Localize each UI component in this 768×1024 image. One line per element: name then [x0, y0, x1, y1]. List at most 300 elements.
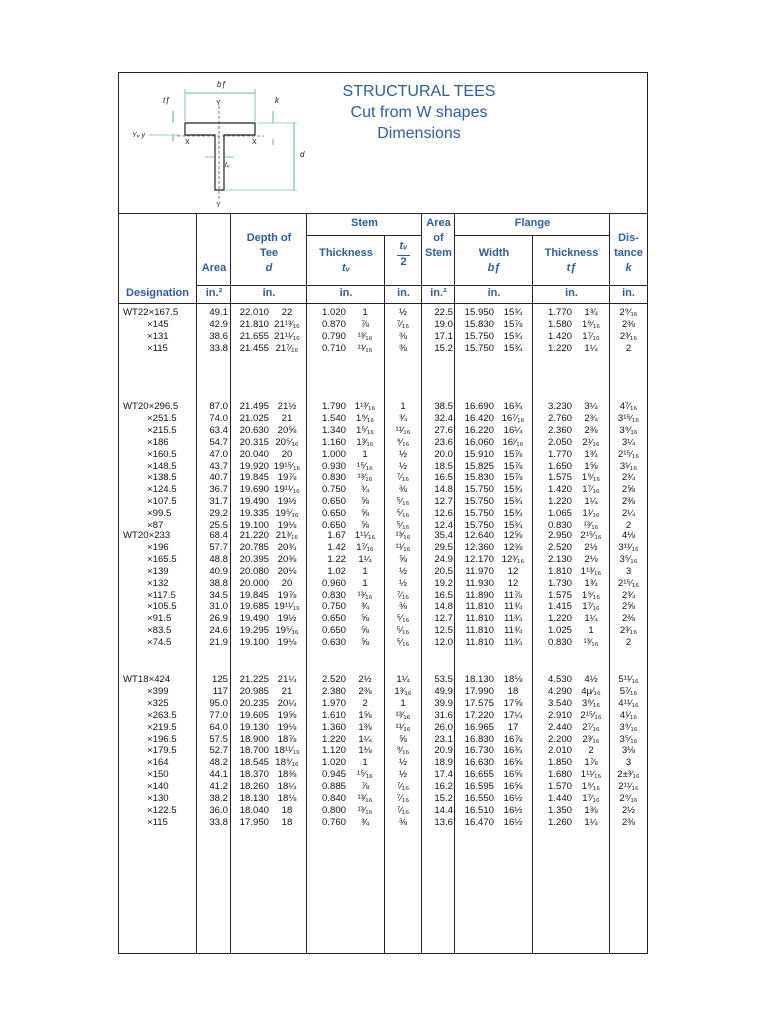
table-cell: ⁵⁄₁₆ — [396, 508, 410, 520]
table-row — [119, 601, 647, 613]
table-cell: 19⁵⁄₁₆ — [275, 625, 299, 637]
table-cell: ¹³⁄₁₆ — [357, 589, 373, 601]
table-row — [119, 698, 647, 710]
table-cell: 20.235 — [239, 697, 269, 709]
table-cell: 1¼ — [584, 496, 598, 508]
header-area-of-3: Stem — [425, 247, 452, 259]
table-cell: 36.7 — [209, 484, 228, 496]
table-cell: 3⁵⁄₁₆ — [619, 733, 638, 745]
table-cell: 1.575 — [547, 589, 572, 601]
table-cell: 19⅝ — [277, 709, 297, 721]
table-cell: ⁵⁄₁₆ — [396, 520, 410, 531]
table-row — [119, 554, 647, 566]
table-cell: 1.540 — [321, 412, 346, 424]
table-cell: 18⅜ — [277, 769, 297, 781]
table-cell: 16.965 — [464, 721, 494, 733]
table-cell: 19⅛ — [277, 520, 297, 531]
table-cell: ×263.5 — [147, 709, 177, 721]
table-cell: 1⁹⁄₁₆ — [581, 318, 601, 330]
table-cell: 18⅛ — [277, 793, 297, 804]
table-cell: 2.440 — [547, 721, 572, 733]
table-cell: 23.6 — [434, 436, 453, 448]
table-cell: 20.315 — [239, 436, 269, 448]
header-designation: Designation — [126, 287, 189, 299]
table-cell: 34.5 — [209, 589, 228, 601]
table-cell: ×196 — [147, 541, 169, 553]
diagram-label-d: d — [300, 150, 305, 159]
table-cell: 16.420 — [464, 412, 494, 424]
table-cell: ×130 — [147, 793, 169, 804]
table-cell: 0.760 — [321, 816, 346, 828]
table-cell: 21½ — [277, 401, 297, 412]
table-cell: 1.220 — [547, 613, 572, 625]
table-cell: 16.830 — [464, 733, 494, 745]
table-cell: 2 — [625, 342, 632, 354]
diagram-label-tf: tƒ — [163, 96, 170, 105]
table-cell: 1⁷⁄₁₆ — [582, 601, 600, 613]
header-tw2-num: tᵥ — [399, 240, 408, 252]
unit-stem-thickness: in. — [339, 287, 353, 299]
table-cell: ×74.5 — [147, 637, 172, 649]
table-cell: 2.760 — [547, 412, 572, 424]
diagram-label-yp-y: Yₚ y — [132, 132, 146, 139]
table-cell: 2 — [625, 520, 632, 531]
table-cell: 16ⁱ⁄₁₆ — [502, 436, 524, 448]
table-cell: 2¼ — [621, 508, 636, 520]
table-cell: 1⁹⁄₁₆ — [581, 472, 601, 484]
table-cell: 17.4 — [434, 769, 453, 781]
table-cell: 1¾ — [584, 577, 598, 589]
table-cell: 16.595 — [464, 781, 494, 793]
table-cell: 18.040 — [239, 804, 269, 816]
table-cell: 2⅜ — [584, 424, 598, 436]
table-cell: 2.380 — [321, 685, 346, 697]
table-cell: 1¼ — [584, 613, 598, 625]
table-cell: 4½ — [584, 674, 598, 685]
table-cell: 18.5 — [434, 460, 453, 472]
table-cell: 3¼ — [584, 401, 598, 412]
table-cell: 2½ — [584, 541, 598, 553]
table-cell: ⁵⁄₁₆ — [396, 613, 410, 625]
unit-depth: in. — [262, 287, 276, 299]
table-cell: ¾ — [360, 816, 369, 828]
table-cell: 1.025 — [547, 625, 572, 637]
table-cell: 17.1 — [434, 330, 453, 342]
table-cell: 14.4 — [434, 804, 453, 816]
table-cell: ¹⁵⁄₁₆ — [357, 460, 373, 472]
table-cell: ×215.5 — [147, 424, 177, 436]
table-cell: 21.225 — [239, 674, 269, 685]
table-cell: ×115 — [147, 342, 168, 354]
table-cell: 2.520 — [321, 674, 346, 685]
table-cell: 1 — [362, 577, 368, 589]
table-cell: ¹³⁄₁₆ — [357, 793, 373, 804]
table-cell: 19.920 — [239, 460, 269, 472]
table-cell: ¹¹⁄₁₆ — [395, 424, 411, 436]
table-cell: ×138.5 — [147, 472, 177, 484]
table-cell: 20⅛ — [277, 565, 297, 577]
table-cell: 12.0 — [434, 637, 453, 649]
table-cell: 1¼ — [396, 674, 410, 685]
table-cell: WT18×424 — [123, 674, 171, 685]
table-row — [119, 686, 647, 698]
table-cell: ¹³⁄₁₆ — [357, 804, 373, 816]
table-cell: 21.9 — [209, 637, 228, 649]
table-cell: 1.570 — [547, 781, 572, 793]
table-cell: 2⅜ — [621, 816, 636, 828]
table-cell: 21.495 — [239, 401, 269, 412]
table-cell: 1⁵⁄₁₆ — [355, 424, 375, 436]
header-stem-tw: tᵥ — [341, 262, 351, 274]
table-cell: 16.510 — [464, 804, 494, 816]
table-row — [119, 484, 647, 496]
table-cell: 26.9 — [209, 613, 228, 625]
table-cell: 0.830 — [321, 472, 346, 484]
table-cell: 19½ — [277, 613, 297, 625]
table-cell: 16¾ — [503, 401, 523, 412]
header-stem: Stem — [351, 217, 378, 229]
table-cell: 1³⁄₁₆ — [394, 685, 412, 697]
table-cell: 21.810 — [239, 318, 269, 330]
table-cell: ⁷⁄₁₆ — [396, 318, 410, 330]
table-cell: 1.790 — [321, 401, 346, 412]
table-cell: 4⁷⁄₁₆ — [619, 401, 638, 412]
table-cell: 2⅜ — [621, 318, 636, 330]
table-cell: 2⅜ — [621, 496, 636, 508]
table-cell: 20 — [281, 577, 293, 589]
table-cell: 3⁹⁄₁₆ — [619, 721, 638, 733]
table-cell: ×87 — [147, 520, 164, 531]
table-cell: 19.685 — [239, 601, 269, 613]
table-cell: 1 — [400, 697, 406, 709]
table-cell: 15.950 — [464, 307, 494, 318]
table-cell: 1⅜ — [584, 804, 598, 816]
table-cell: 18.9 — [434, 757, 453, 769]
table-cell: 87.0 — [209, 401, 228, 412]
table-cell: ½ — [398, 307, 407, 318]
table-cell: 15¾ — [503, 342, 523, 354]
header-distance-3: k — [625, 262, 632, 274]
table-cell: 1.770 — [547, 307, 572, 318]
table-cell: 1⁹⁄₁₆ — [581, 781, 601, 793]
table-cell: ¹³⁄₁₆ — [395, 709, 411, 721]
table-cell: 1.610 — [321, 709, 346, 721]
table-cell: ¹³⁄₁₆ — [395, 530, 411, 541]
table-cell: 11.810 — [465, 613, 494, 625]
page-title — [324, 81, 514, 144]
table-cell: WT20×233 — [123, 530, 171, 541]
table-cell: 18.370 — [239, 769, 269, 781]
table-cell: 31.7 — [209, 496, 228, 508]
table-cell: 16⅝ — [503, 769, 523, 781]
table-row — [119, 625, 647, 637]
table-cell: 1.650 — [547, 460, 572, 472]
table-cell: 3⁵⁄₁₆ — [619, 553, 638, 565]
table-cell: ×148.5 — [147, 460, 177, 472]
table-row — [119, 578, 647, 590]
table-cell: 19.2 — [434, 577, 453, 589]
table-cell: 12⅝ — [503, 530, 523, 541]
table-cell: ¾ — [360, 484, 369, 496]
table-cell: WT20×296.5 — [123, 401, 179, 412]
table-cell: 12.7 — [434, 613, 453, 625]
table-cell: 18.900 — [239, 733, 269, 745]
table-cell: 1.415 — [547, 601, 572, 613]
table-cell: 32.4 — [434, 412, 453, 424]
table-cell: 18.130 — [464, 674, 494, 685]
table-cell: 19⅞ — [277, 472, 297, 484]
header-area-of: Area — [426, 217, 451, 229]
header-flange-tf: tƒ — [566, 262, 577, 274]
header-distance-2: tance — [614, 247, 643, 259]
table-cell: ×115 — [147, 816, 168, 828]
unit-area: in.² — [205, 287, 223, 299]
table-cell: 22 — [281, 307, 293, 318]
table-cell: 12³⁄₁₆ — [501, 553, 525, 565]
table-cell: 1¹³⁄₁₆ — [580, 565, 602, 577]
table-cell: 12 — [507, 577, 519, 589]
table-cell: 1.220 — [547, 342, 572, 354]
table-cell: 1.02 — [327, 565, 346, 577]
table-cell: ⁷⁄₁₆ — [396, 472, 410, 484]
table-cell: 1.22 — [327, 553, 346, 565]
table-cell: 2¾ — [584, 412, 598, 424]
table-cell: 2¹⁵⁄₁₆ — [617, 577, 640, 589]
table-cell: 2±³⁄₁₆ — [617, 769, 640, 781]
table-cell: 1¹¹⁄₁₆ — [354, 530, 376, 541]
table-cell: 2⁹⁄₁₆ — [619, 307, 638, 318]
table-cell: 17.990 — [464, 685, 494, 697]
table-cell: 3 — [625, 565, 632, 577]
table-cell: 11¾ — [504, 637, 522, 649]
table-cell: ×251.5 — [147, 412, 177, 424]
table-row — [119, 769, 647, 781]
table-row — [119, 613, 647, 625]
table-row — [119, 331, 647, 343]
table-cell: 12.4 — [434, 520, 453, 531]
table-cell: 1.020 — [321, 757, 346, 769]
table-cell: 42.9 — [209, 318, 228, 330]
table-cell: 11¾ — [504, 625, 522, 637]
table-cell: 2⅜ — [621, 613, 636, 625]
table-cell: ⅝ — [360, 637, 369, 649]
table-cell: 3.540 — [547, 697, 572, 709]
table-cell: 15¾ — [503, 484, 523, 496]
table-cell: 2 — [625, 637, 632, 649]
table-cell: 20⅜ — [277, 553, 297, 565]
table-row — [119, 472, 647, 484]
table-cell: 5¹¹⁄₁₆ — [618, 674, 639, 685]
table-cell: 20.0 — [434, 448, 453, 460]
table-row — [119, 637, 647, 649]
table-cell: 3 — [625, 757, 632, 769]
table-cell: 47.0 — [209, 448, 228, 460]
table-cell: 2⅛ — [584, 553, 598, 565]
table-cell: 21¹¹⁄₁₆ — [274, 330, 300, 342]
table-cell: 11¾ — [504, 613, 522, 625]
table-cell: 15⅞ — [503, 472, 523, 484]
table-cell: 49.1 — [209, 307, 228, 318]
table-cell: ⅜ — [398, 816, 407, 828]
table-cell: 15.750 — [464, 496, 494, 508]
table-cell: 1.850 — [547, 757, 572, 769]
table-cell: 19⁵⁄₁₆ — [275, 508, 299, 520]
table-cell: 16.690 — [464, 401, 494, 412]
table-cell: 11.810 — [465, 601, 494, 613]
tee-section-diagram — [119, 73, 319, 213]
table-cell: 16.550 — [464, 793, 494, 804]
table-cell: ⁵⁄₁₆ — [396, 496, 410, 508]
table-cell: 11⅞ — [504, 589, 522, 601]
table-cell: 1.770 — [547, 448, 572, 460]
table-row — [119, 817, 647, 829]
unit-area-stem: in.² — [430, 287, 447, 299]
table-cell: 11.810 — [465, 637, 494, 649]
table-cell: 2¹⁵⁄₁₆ — [580, 530, 602, 541]
table-cell: ×131 — [147, 330, 169, 342]
table-cell: 1.575 — [547, 472, 572, 484]
table-cell: 15.750 — [464, 330, 494, 342]
table-cell: ⁵⁄₁₆ — [396, 637, 410, 649]
table-cell: 1¼ — [358, 553, 372, 565]
table-cell: ⅞ — [360, 781, 369, 793]
table-cell: 19.690 — [239, 484, 269, 496]
table-cell: 1.440 — [547, 793, 572, 804]
table-cell: ⅝ — [360, 508, 369, 520]
table-cell: 24.6 — [209, 625, 228, 637]
table-cell: 19.100 — [239, 637, 269, 649]
table-cell: 3¹⁄₁₆ — [619, 460, 638, 472]
table-row — [119, 530, 647, 542]
table-cell: 19.845 — [239, 589, 269, 601]
table-cell: 21⁷⁄₁₆ — [275, 342, 299, 354]
title-line-1: STRUCTURAL TEES — [342, 83, 496, 100]
table-cell: 0.830 — [321, 589, 346, 601]
table-cell: ⅜ — [398, 330, 407, 342]
table-cell: 117 — [212, 685, 228, 697]
table-cell: 16½ — [503, 793, 523, 804]
table-cell: 15.2 — [434, 793, 453, 804]
table-cell: 19.335 — [239, 508, 269, 520]
diagram-label-y-top: Y — [216, 100, 221, 107]
table-cell: 38.2 — [209, 793, 228, 804]
table-cell: ¹³⁄₁₆ — [357, 472, 373, 484]
table-row — [119, 734, 647, 746]
table-cell: 19⅞ — [277, 589, 297, 601]
table-cell: ×160.5 — [147, 448, 177, 460]
table-cell: ×325 — [147, 697, 169, 709]
unit-distance: in. — [622, 287, 635, 299]
table-cell: 1.360 — [321, 721, 346, 733]
table-cell: 1.420 — [547, 484, 572, 496]
table-cell: 1.810 — [547, 565, 572, 577]
table-cell: 1.420 — [547, 330, 572, 342]
table-cell: 18¹¹⁄₁₆ — [274, 745, 300, 757]
table-cell: ⁹⁄₁₆ — [396, 436, 410, 448]
table-cell: 12.7 — [434, 496, 453, 508]
table-cell: ×122.5 — [147, 804, 177, 816]
table-cell: ¹⁵⁄₁₆ — [357, 769, 373, 781]
table-cell: 2¾ — [621, 589, 636, 601]
table-cell: ¹³⁄₁₆ — [583, 520, 599, 531]
table-cell: 2.200 — [547, 733, 572, 745]
table-cell: 1⁷⁄₁₆ — [582, 330, 600, 342]
table-cell: 1.220 — [321, 733, 346, 745]
table-cell: 21¼ — [277, 674, 297, 685]
header-tw2-den: 2 — [400, 256, 407, 268]
table-cell: 15.2 — [434, 342, 453, 354]
table-cell: 16.060 — [464, 436, 494, 448]
table-cell: ×186 — [147, 436, 169, 448]
unit-tw2: in. — [397, 287, 410, 299]
table-cell: ⅜ — [398, 484, 407, 496]
table-cell: 4.530 — [547, 674, 572, 685]
table-cell: 1.260 — [547, 816, 572, 828]
table-cell: 39.9 — [434, 697, 453, 709]
table-cell: 1⁷⁄₁₆ — [582, 484, 600, 496]
table-cell: 20⅝ — [277, 424, 297, 436]
table-cell: 19¹¹⁄₁₆ — [274, 601, 300, 613]
table-cell: 4µ⁄₁₆ — [581, 685, 601, 697]
table-row — [119, 319, 647, 331]
table-cell: 21 — [281, 412, 293, 424]
table-cell: ×83.5 — [147, 625, 172, 637]
table-cell: 1.730 — [547, 577, 572, 589]
table-cell: 18 — [281, 816, 293, 828]
table-cell: 1 — [362, 307, 368, 318]
table-cell: 2.950 — [547, 530, 572, 541]
table-cell: 17.950 — [239, 816, 269, 828]
table-cell: 21¹³⁄₁₆ — [274, 318, 300, 330]
table-cell: 2½ — [621, 804, 636, 816]
table-cell: 17.575 — [464, 697, 494, 709]
table-cell: 15¾ — [503, 307, 523, 318]
table-cell: 1 — [400, 401, 406, 412]
header-depth-2: Tee — [259, 247, 279, 259]
table-cell: 0.885 — [321, 781, 346, 793]
table-cell: 18.545 — [239, 757, 269, 769]
table-cell: 20.630 — [239, 424, 269, 436]
table-cell: 17.220 — [464, 709, 494, 721]
table-cell: 15¾ — [503, 496, 523, 508]
table-cell: ⅜ — [398, 342, 407, 354]
table-cell: 1¾ — [584, 448, 598, 460]
table-row — [119, 757, 647, 769]
diagram-label-x-right: X — [252, 139, 257, 146]
table-cell: 0.630 — [321, 637, 346, 649]
table-cell: 20.040 — [239, 448, 269, 460]
table-cell: 16.5 — [434, 589, 453, 601]
table-row — [119, 401, 647, 413]
table-cell: 11.810 — [465, 625, 494, 637]
table-cell: 15.830 — [464, 472, 494, 484]
table-cell: 19¹¹⁄₁₆ — [274, 484, 300, 496]
table-row — [119, 805, 647, 817]
table-cell: 16½ — [503, 804, 523, 816]
table-cell: 0.800 — [321, 804, 346, 816]
table-cell: 16⅝ — [503, 757, 523, 769]
table-cell: 49.9 — [434, 685, 453, 697]
header-flange-thickness: Thickness — [544, 247, 599, 259]
table-cell: 15¾ — [503, 508, 523, 520]
table-cell: 36.0 — [209, 804, 228, 816]
table-cell: 1 — [362, 448, 368, 460]
table-cell: 0.790 — [321, 330, 346, 342]
table-cell: WT22×167.5 — [123, 307, 179, 318]
table-cell: 2 — [362, 697, 368, 709]
table-cell: 26.0 — [434, 721, 453, 733]
structural-tees-sheet — [118, 72, 648, 954]
